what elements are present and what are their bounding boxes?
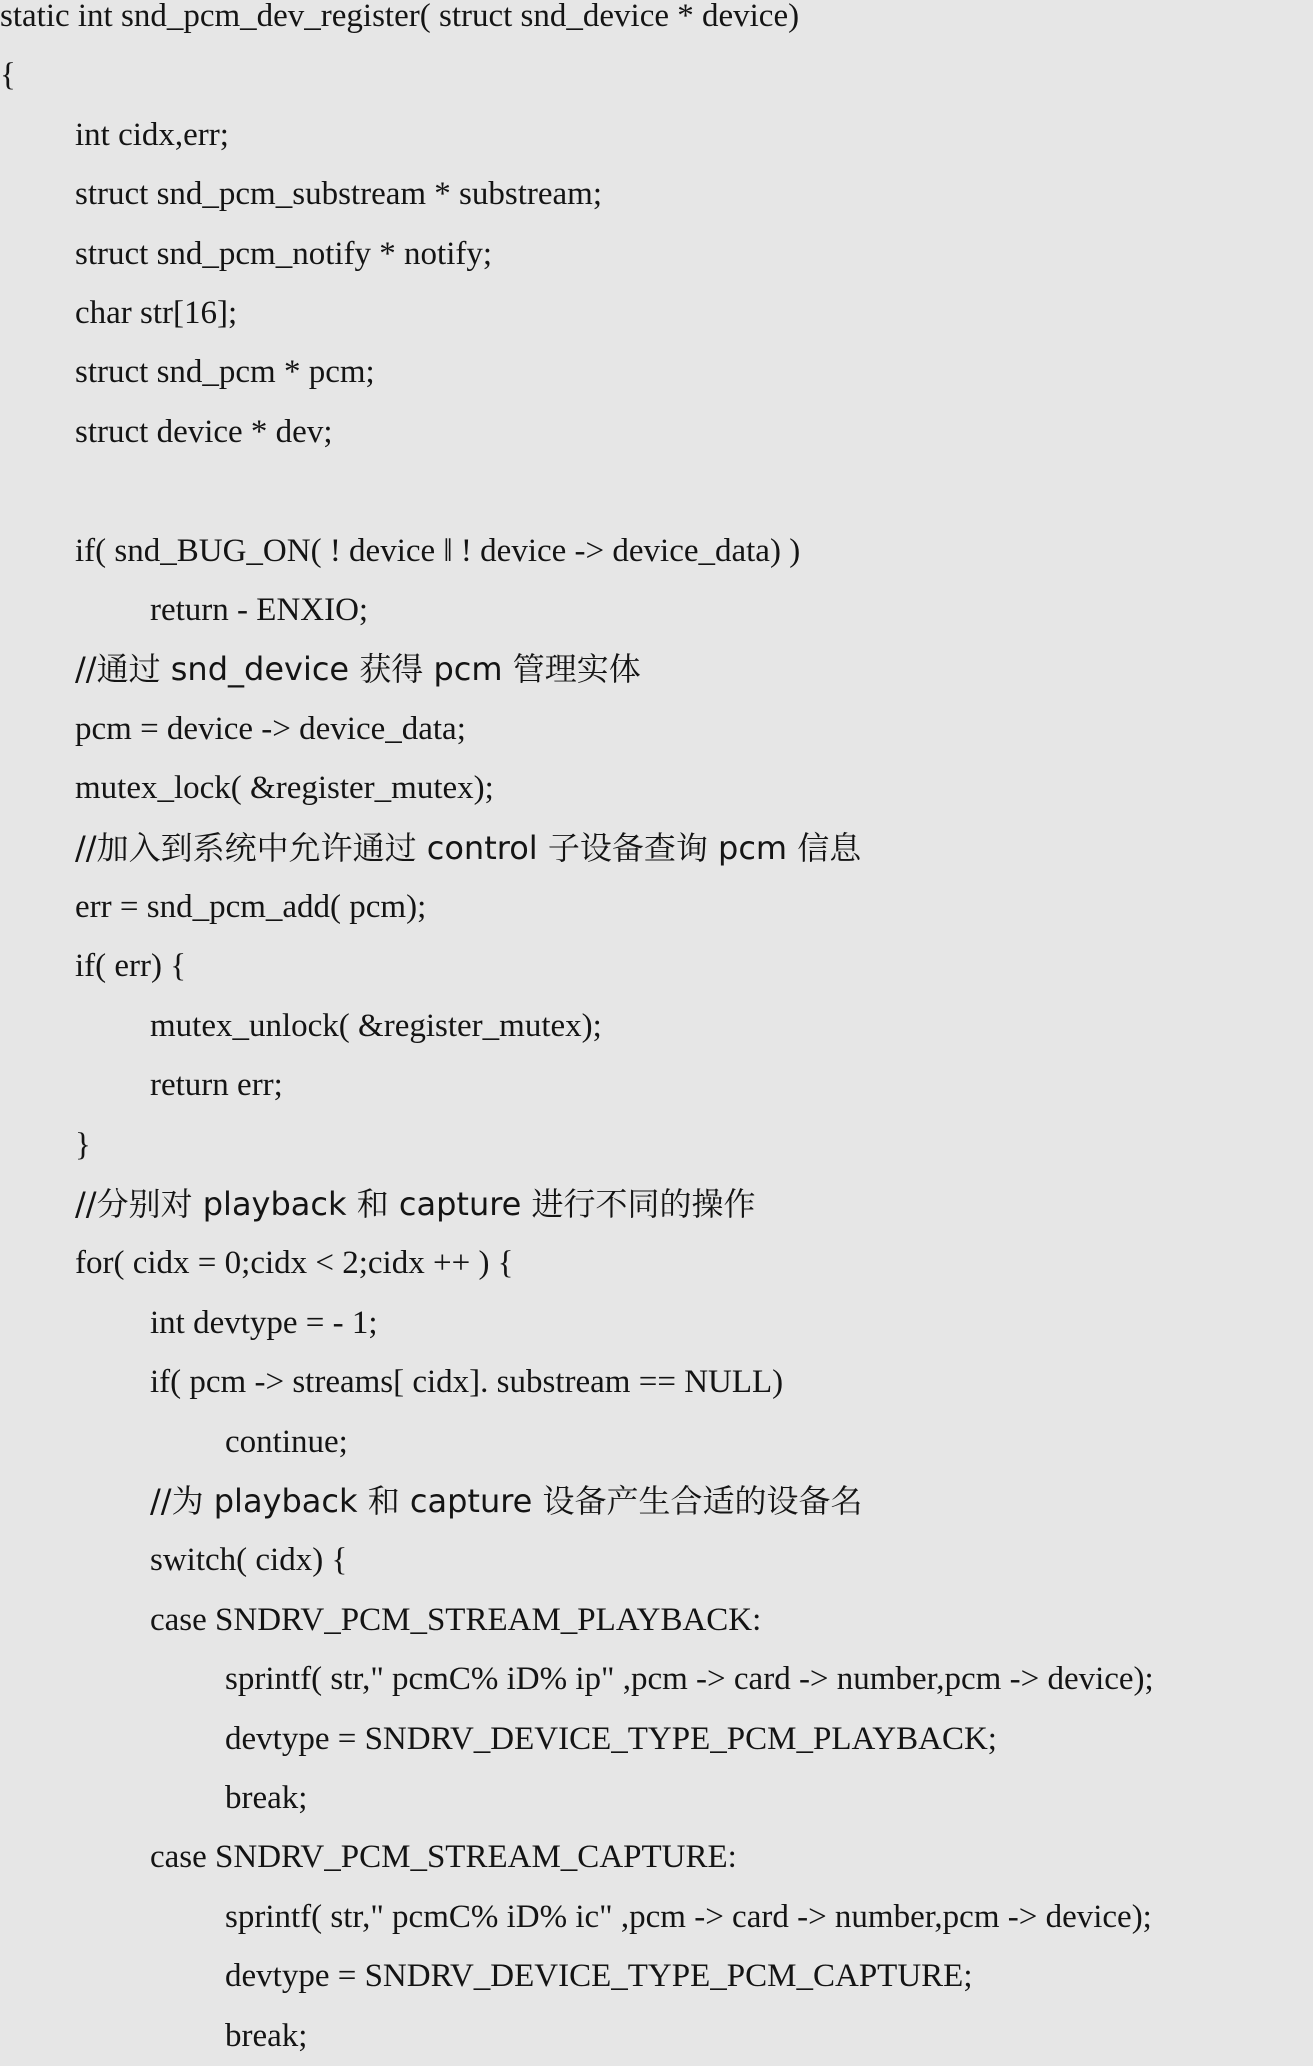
code-line: switch( cidx) {	[150, 1542, 348, 1579]
code-comment-line: //分别对 playback 和 capture 进行不同的操作	[75, 1185, 756, 1223]
code-line: {	[0, 57, 16, 94]
code-line: if( snd_BUG_ON( ! device ‖ ! device -> device_data) )	[75, 532, 801, 569]
code-line: case SNDRV_PCM_STREAM_PLAYBACK:	[150, 1601, 762, 1638]
code-line: case SNDRV_PCM_STREAM_CAPTURE:	[150, 1839, 737, 1876]
code-line: break;	[225, 1780, 308, 1816]
code-line: struct snd_pcm * pcm;	[75, 354, 375, 391]
code-line: err = snd_pcm_add( pcm);	[75, 889, 427, 925]
code-line: devtype = SNDRV_DEVICE_TYPE_PCM_CAPTURE;	[225, 1958, 973, 1995]
code-line: mutex_lock( &register_mutex);	[75, 770, 494, 807]
code-line: static int snd_pcm_dev_register( struct snd_device * device)	[0, 0, 800, 34]
code-line: devtype = SNDRV_DEVICE_TYPE_PCM_PLAYBACK;	[225, 1720, 997, 1757]
code-line: if( pcm -> streams[ cidx]. substream == NULL)	[150, 1364, 784, 1401]
code-line: if( err) {	[75, 948, 187, 985]
code-line: sprintf( str," pcmC% iD% ic" ,pcm -> card -> number,pcm -> device);	[225, 1898, 1152, 1935]
code-comment-line: //通过 snd_device 获得 pcm 管理实体	[75, 650, 641, 689]
code-comment-line: //为 playback 和 capture 设备产生合适的设备名	[150, 1482, 863, 1520]
code-line: mutex_unlock( &register_mutex);	[150, 1007, 602, 1044]
code-comment-line: //加入到系统中允许通过 control 子设备查询 pcm 信息	[75, 828, 862, 867]
code-line: break;	[225, 2017, 308, 2054]
code-line: for( cidx = 0;cidx < 2;cidx ++ ) {	[75, 1245, 514, 1282]
code-line: return - ENXIO;	[150, 592, 369, 628]
code-line: struct snd_pcm_substream * substream;	[75, 176, 603, 213]
code-line: int devtype = - 1;	[150, 1304, 378, 1341]
code-line: int cidx,err;	[75, 116, 229, 153]
code-line: sprintf( str," pcmC% iD% ip" ,pcm -> card -> number,pcm -> device);	[225, 1661, 1154, 1698]
code-line: struct snd_pcm_notify * notify;	[75, 235, 493, 272]
code-line: struct device * dev;	[75, 413, 333, 450]
code-line: continue;	[225, 1423, 348, 1460]
code-line: return err;	[150, 1067, 283, 1104]
code-line: }	[75, 1126, 91, 1163]
code-line: pcm = device -> device_data;	[75, 710, 466, 747]
code-line: char str[16];	[75, 295, 238, 331]
